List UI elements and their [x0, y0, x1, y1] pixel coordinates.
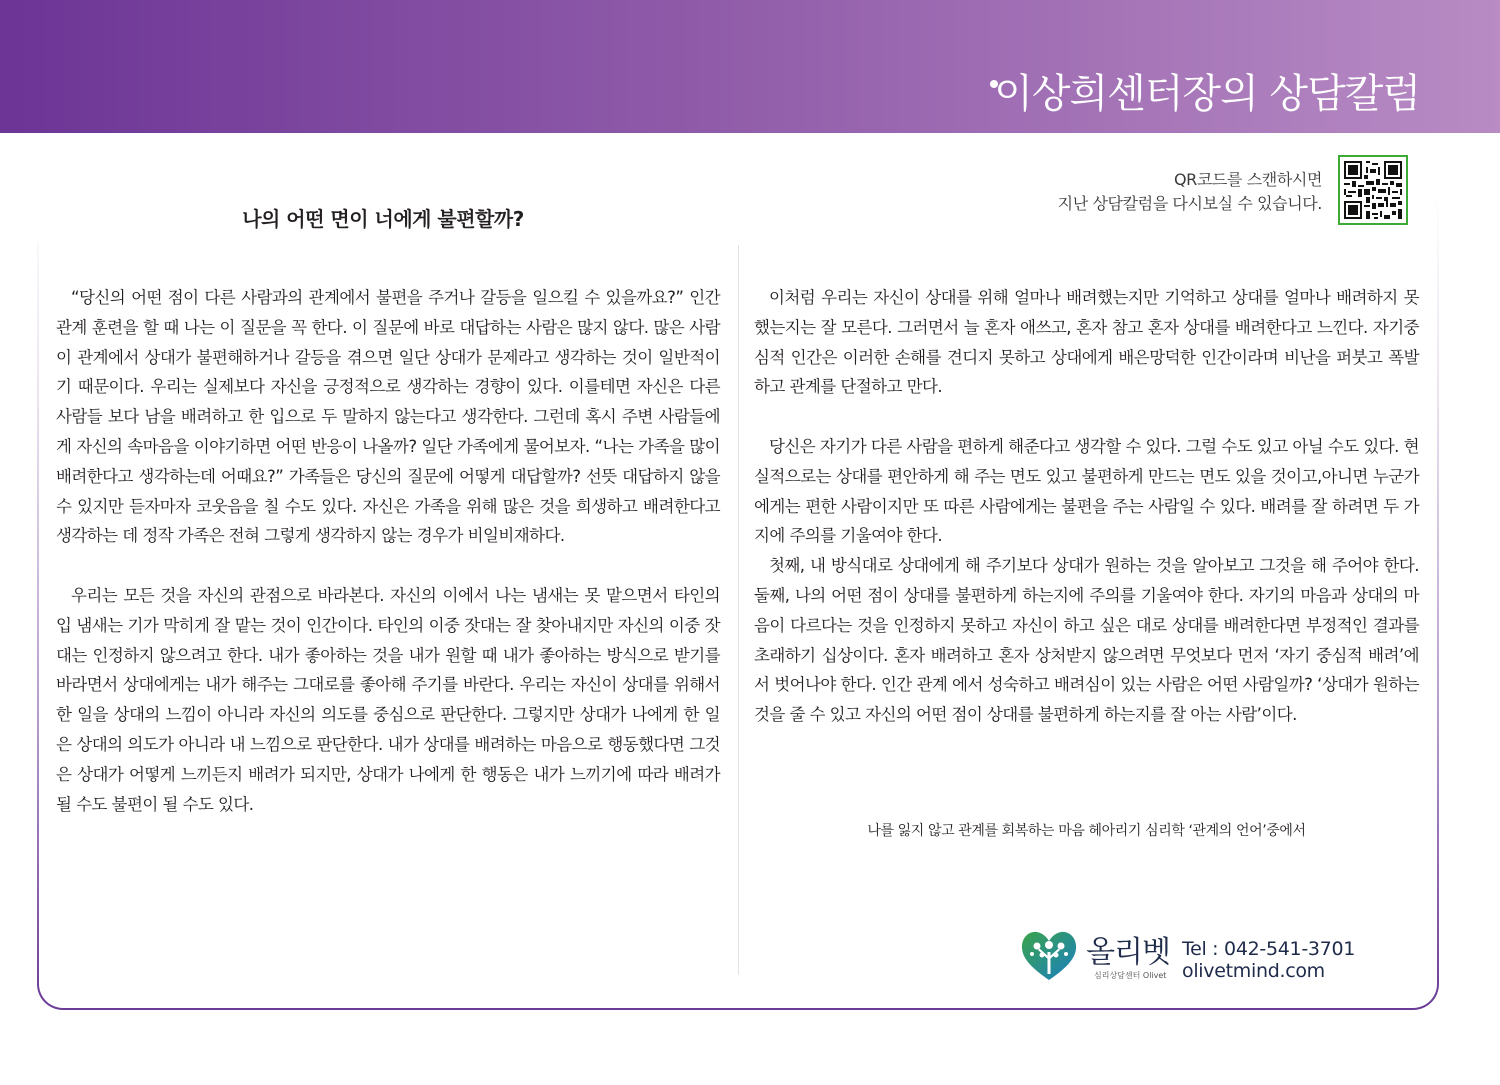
article-paragraph: 당신은 자기가 다른 사람을 편하게 해준다고 생각할 수 있다. 그럴 수도 있고 아닐 수도 있다. 현실적으로는 상대를 편안하게 해 주는 면도 있고 불편하게 만드는 면도 있을 것이고,아니면 누군가에게는 편한 사람이지만 또 따른 사람에게는 불편을 주는 사람일 수 있다. 배려를 잘 하려면 두 가지에 주의를 기울여야 한다. [754, 436, 1419, 546]
column-series-title: 이상희센터장의 상담칼럼 [994, 71, 1420, 117]
contact-info [1182, 938, 1355, 982]
article-title: 나의 어떤 면이 너에게 불편할까? [242, 207, 524, 231]
article-paragraph: 이처럼 우리는 자신이 상대를 위해 얼마나 배려했는지만 기억하고 상대를 얼마나 배려하지 못했는지는 잘 모른다. 그러면서 늘 혼자 애쓰고, 혼자 참고 혼자 상대를 배려한다고 느낀다. 자기중심적 인간은 이러한 손해를 견디지 못하고 상대에게 배은망덕한 인간이라며 비난을 퍼붓고 폭발하고 관계를 단절하고 만다. [754, 288, 1419, 397]
article-right-column [754, 283, 1419, 730]
article-left-column [56, 283, 720, 819]
contact-website-link[interactable]: olivetmind.com [1182, 960, 1325, 982]
qr-instruction-line2: 지난 상담칼럼을 다시보실 수 있습니다. [1057, 194, 1322, 213]
column-divider [738, 245, 739, 975]
brand-name: 올리벳 [1086, 935, 1170, 970]
header-banner [0, 0, 1500, 133]
qr-instruction [1058, 168, 1322, 216]
article-paragraph: 우리는 모든 것을 자신의 관점으로 바라본다. 자신의 이에서 나는 냄새는 못 맡으면서 타인의 입 냄새는 기가 막히게 잘 맡는 것이 인간이다. 타인의 이중 잣대는 잘 찾아내지만 자신의 이중 잣대는 인정하지 않으려고 한다. 내가 좋아하는 것을 내가 원할 때 내가 좋아하는 방식으로 받기를 바라면서 상대에게는 내가 해주는 그대로를 좋아해 주기를 바란다. 우리는 자신이 상대를 위해서 한 일을 상대의 느낌이 아니라 자신의 의도를 중심으로 판단한다. 그렇지만 상대가 나에게 한 일은 상대의 의도가 아니라 내 느낌으로 판단한다. 내가 상대를 배려하는 마음으로 행동했다면 그것은 상대가 어떻게 느끼든지 배려가 되지만, 상대가 나에게 한 행동은 내가 느끼기에 따라 배려가 될 수도 불편이 될 수도 있다. [56, 585, 720, 814]
qr-code-pattern [1340, 157, 1406, 223]
olivet-heart-tree-logo-icon [1020, 930, 1078, 982]
contact-phone[interactable]: Tel : 042-541-3701 [1182, 938, 1356, 960]
brand-subtitle: 심리상담센터 Olivet [1094, 971, 1167, 980]
article-paragraph: “당신의 어떤 점이 다른 사람과의 관계에서 불편을 주거나 갈등을 일으킬 수 있을까요?” 인간관계 훈련을 할 때 나는 이 질문을 꼭 한다. 이 질문에 바로 대답하는 사람은 많지 않다. 많은 사람이 관계에서 상대가 불편해하거나 갈등을 겪으면 일단 상대가 문제라고 생각하는 것이 일반적이기 때문이다. 우리는 실제보다 자신을 긍정적으로 생각하는 경향이 있다. 이를테면 자신은 다른 사람들 보다 남을 배려하고 한 입으로 두 말하지 않는다고 생각한다. 그런데 혹시 주변 사람들에게 자신의 속마음을 이야기하면 어떤 반응이 나올까? 일단 가족에게 물어보자. “나는 가족을 많이 배려한다고 생각하는데 어때요?” 가족들은 당신의 질문에 어떻게 대답할까? 선뜻 대답하지 않을 수 있지만 듣자마자 코웃음을 칠 수도 있다. 자신은 가족을 위해 많은 것을 희생하고 배려한다고 생각하는 데 정작 가족은 전혀 그렇게 생각하지 않는 경우가 비일비재하다. [56, 288, 720, 546]
qr-instruction-line1: QR코드를 스캔하시면 [1173, 170, 1322, 189]
qr-code-icon[interactable] [1338, 155, 1408, 225]
article-paragraph: 첫째, 내 방식대로 상대에게 해 주기보다 상대가 원하는 것을 알아보고 그것을 해 주어야 한다. 둘째, 나의 어떤 점이 상대를 불편하게 하는지에 주의를 기울여야 한다. 자기의 마음과 상대의 마음이 다르다는 것을 인정하지 못하고 자신이 하고 싶은 대로 상대를 배려한다면 부정적인 결과를 초래하기 십상이다. 혼자 배려하고 혼자 상처받지 않으려면 무엇보다 먼저 ‘자기 중심적 배려’에서 벗어나야 한다. 인간 관계 에서 성숙하고 배려심이 있는 사람은 어떤 사람일까? ‘상대가 원하는 것을 줄 수 있고 자신의 어떤 점이 상대를 불편하게 하는지를 잘 아는 사람’이다. [754, 556, 1419, 725]
article-source-citation: 나를 잃지 않고 관계를 회복하는 마음 헤아리기 심리학 ‘관계의 언어’중에서 [867, 823, 1306, 839]
